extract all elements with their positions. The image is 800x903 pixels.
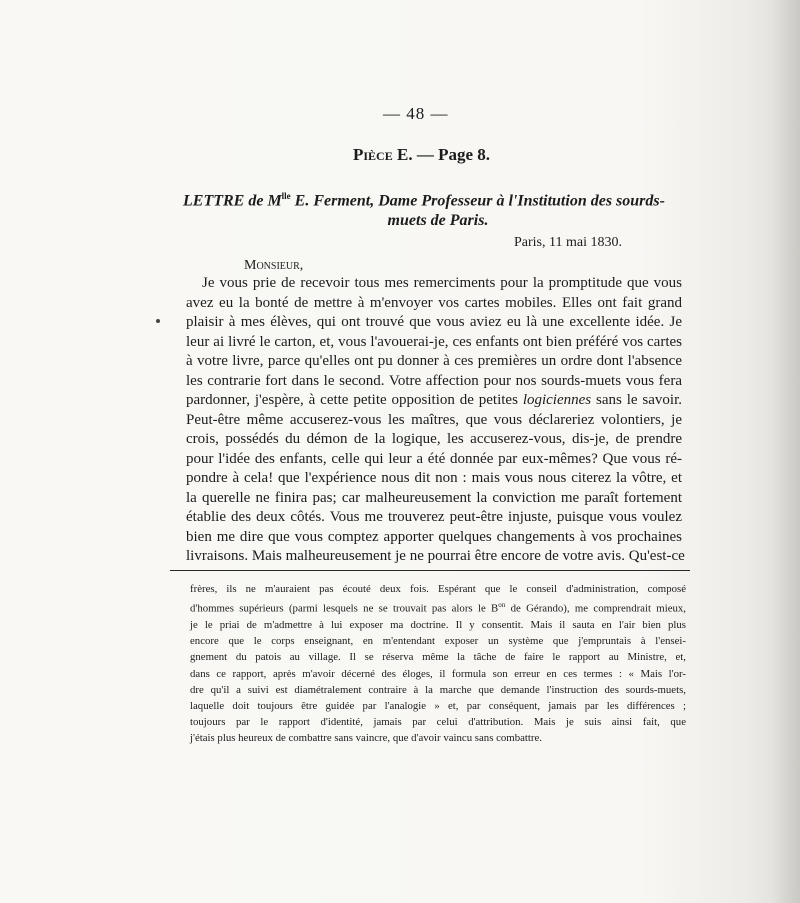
footnote-line: dre qu'il a suivi est diamétralement contraire à la marche que demande l'instruction des sourds-muets, xyxy=(190,683,686,696)
footnote-line: je le priai de m'admettre à lui exposer ma doctrine. Il y consentit. Mais il sauta en l'air bien plus xyxy=(190,619,686,631)
piece-dash: — xyxy=(416,145,434,164)
body-line: leur ai livré le carton, et, vous l'avouerai-je, ces enfants ont bien préféré vos cartes xyxy=(186,333,682,350)
letter-heading-rest: E. Ferment, Dame Professeur à l'Institution des sourds- xyxy=(290,192,665,210)
page-number: — 48 — xyxy=(383,104,449,123)
footnote-line-text: d'hommes supérieurs (parmi lesquels ne se trouvait pas alors le B xyxy=(190,602,499,615)
body-line xyxy=(186,391,682,411)
body-italic-word: logiciennes xyxy=(522,392,592,408)
footnote-line: dans ce rapport, après m'avoir décerné des éloges, il formula son erreur en ces termes : « Mais l'or- xyxy=(190,667,686,680)
body-line: pondre à cela! que l'expérience nous dit non : mais vous nous citerez la vôtre, et xyxy=(186,470,682,486)
body-line: Je vous prie de recevoir tous mes remerciments pour la promptitude que vous xyxy=(202,275,682,291)
margin-mark xyxy=(156,319,160,323)
body-line: pour l'idée des enfants, celle qui leur a été donnée par eux-mêmes? Que vous ré- xyxy=(186,450,682,467)
dateline: Paris, 11 mai 1830. xyxy=(514,235,622,250)
footnote-line: j'étais plus heureux de combattre sans vaincre, que d'avoir vaincu sans combattre. xyxy=(190,732,542,745)
body-line: plaisir à mes élèves, qui ont trouvé que vous aviez eu là une excellente idée. Je xyxy=(186,314,682,330)
footnote-line-tail: de Gérando), me comprendrait mieux, xyxy=(505,602,686,615)
body-line: Peut-être même accuserez-vous les maîtres, que vous déclareriez volontiers, je xyxy=(186,411,682,428)
piece-title xyxy=(353,145,490,165)
body-line-text: pardonner, j'espère, à cette petite opposition de petites xyxy=(186,392,518,408)
letter-heading-sup: lle xyxy=(281,191,291,201)
body-line: avez eu la bonté de mettre à m'envoyer vos cartes mobiles. Elles ont fait grand xyxy=(186,294,682,311)
piece-label: Pièce E. xyxy=(353,145,413,164)
footnote-line: frères, ils ne m'auraient pas écouté deux fois. Espérant que le conseil d'administration, composé xyxy=(190,583,686,595)
footnote-line: gnement du patois au village. Il se réserva même la tâche de faire le rapport au Ministre, et, xyxy=(190,651,686,664)
piece-page-ref: Page 8. xyxy=(438,145,491,164)
letter-heading-prefix: LETTRE de M xyxy=(183,192,282,210)
page-edge-shadow xyxy=(772,0,800,903)
footnote-line xyxy=(190,597,686,617)
body-line: crois, possédés du démon de la logique, les accuserez-vous, dis-je, de prendre xyxy=(186,431,682,447)
letter-body xyxy=(186,274,685,567)
letter-heading-line-1 xyxy=(183,186,673,211)
letter-heading-line-2: muets de Paris. xyxy=(387,212,489,230)
body-line: la querelle ne finira pas; car malheureusement la conviction me paraît fortement xyxy=(186,489,682,506)
body-line: les contrarie fort dans le second. Votre affection pour nos sourds-muets vous fera xyxy=(186,372,682,389)
footnote xyxy=(190,581,686,747)
body-line: livraisons. Mais malheureusement je ne pourrai être encore de votre avis. Qu'est-ce xyxy=(186,548,685,564)
footnote-line: encore que le corps enseignant, en m'entendant exposer un système que j'empruntais à l'ensei- xyxy=(190,635,686,648)
body-line: établie des deux côtés. Vous me trouverez peut-être injuste, puisque vous voulez xyxy=(186,509,682,525)
body-line: bien me dire que vous comptez apporter quelques changements à vos prochaines xyxy=(186,528,682,545)
body-line: à votre livre, parce qu'elles ont pu donner à ces premières un ordre dont l'absence xyxy=(186,353,682,369)
footnote-line: toujours par le rapport d'identité, jamais par celui d'attribution. Mais je suis ainsi fait, que xyxy=(190,716,686,729)
footnote-line: laquelle doit toujours être guidée par l'analogie » et, par conséquent, jamais par les différences ; xyxy=(190,700,686,713)
footnote-divider xyxy=(170,570,690,571)
body-line-tail: sans le savoir. xyxy=(591,392,682,408)
footnote-sup: on xyxy=(498,601,506,610)
salutation: Monsieur, xyxy=(244,258,304,273)
letter-heading xyxy=(183,186,673,231)
